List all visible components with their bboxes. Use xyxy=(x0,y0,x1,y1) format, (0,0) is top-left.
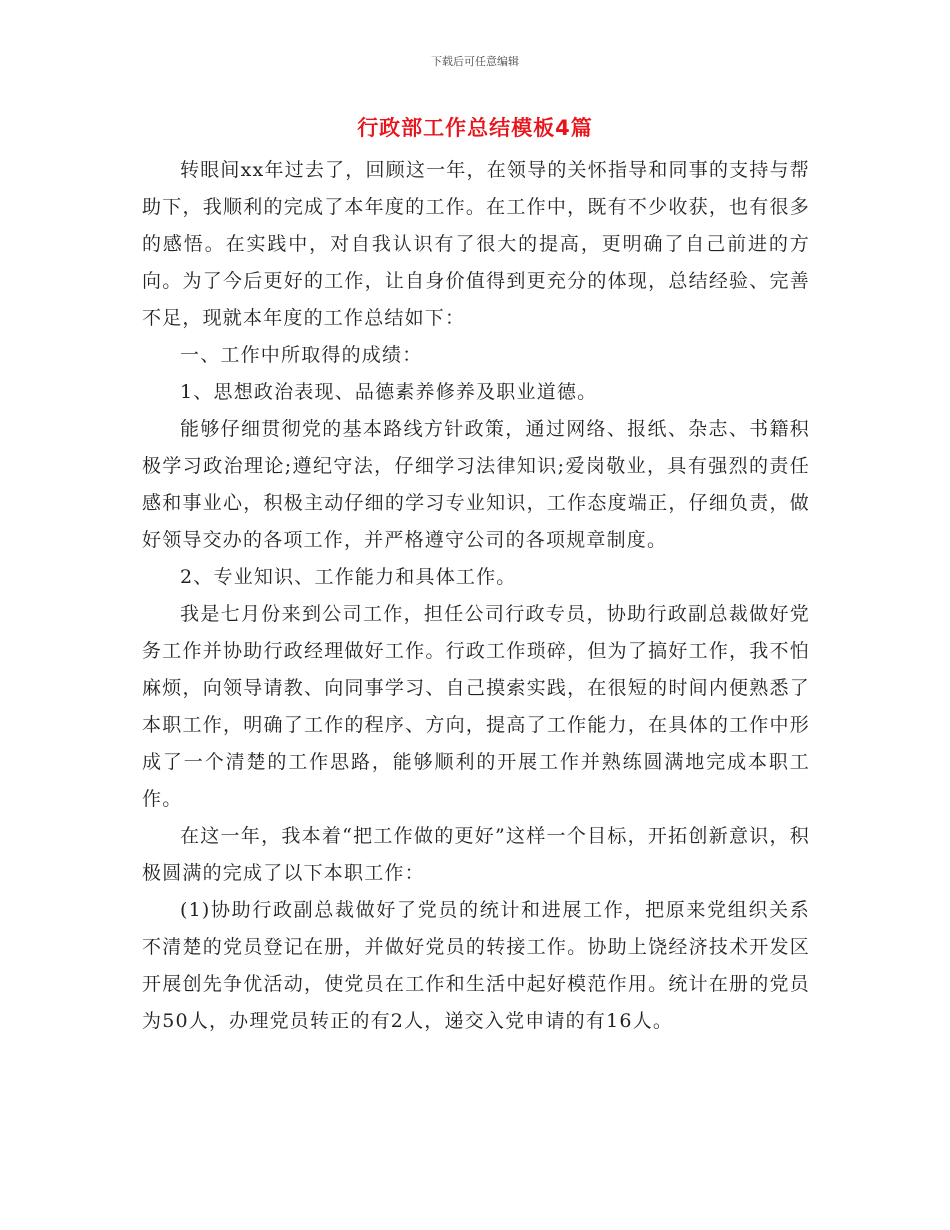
section-heading-achievements: 一、工作中所取得的成绩： xyxy=(180,344,423,366)
subheading-political-performance: 1、思想政治表现、品德素养修养及职业道德。 xyxy=(180,381,598,403)
paragraph-intro: 转眼间xx年过去了，回顾这一年，在领导的关怀指导和同事的支持与帮助下，我顺利的完成了本年度的工作。在工作中，既有不少收获，也有很多的感悟。在实践中，对自我认识有了很大的提高，更明确了自己前进的方向。为了今后更好的工作，让自身价值得到更充分的体现，总结经验、完善不足，现就本年度的工作总结如下： xyxy=(142,159,810,329)
paragraph-party-work: (1)协助行政副总裁做好了党员的统计和进展工作，把原来党组织关系不清楚的党员登记在册，并做好党员的转接工作。协助上饶经济技术开发区开展创先争优活动，使党员在工作和生活中起好模范作用。统计在册的党员为50人，办理党员转正的有2人，递交入党申请的有16人。 xyxy=(142,899,810,1032)
paragraph-yearly-goal: 在这一年，我本着“把工作做的更好”这样一个目标，开拓创新意识，积极圆满的完成了以下本职工作： xyxy=(142,825,810,884)
document-title: 行政部工作总结模板4篇 xyxy=(357,116,593,140)
paragraph-professional-work: 我是七月份来到公司工作，担任公司行政专员，协助行政副总裁做好党务工作并协助行政经理做好工作。行政工作琐碎，但为了搞好工作，我不怕麻烦，向领导请教、向同事学习、自己摸索实践，在很短的时间内便熟悉了本职工作，明确了工作的程序、方向，提高了工作能力，在具体的工作中形成了一个清楚的工作思路，能够顺利的开展工作并熟练圆满地完成本职工作。 xyxy=(142,603,810,810)
download-note: 下载后可任意编辑 xyxy=(431,55,519,68)
subheading-professional-work: 2、专业知识、工作能力和具体工作。 xyxy=(180,566,517,588)
paragraph-political-performance: 能够仔细贯彻党的基本路线方针政策，通过网络、报纸、杂志、书籍积极学习政治理论;遵纪守法，仔细学习法律知识;爱岗敬业，具有强烈的责任感和事业心，积极主动仔细的学习专业知识，工作态度端正，仔细负责，做好领导交办的各项工作，并严格遵守公司的各项规章制度。 xyxy=(142,418,810,551)
document-body xyxy=(142,152,810,1040)
